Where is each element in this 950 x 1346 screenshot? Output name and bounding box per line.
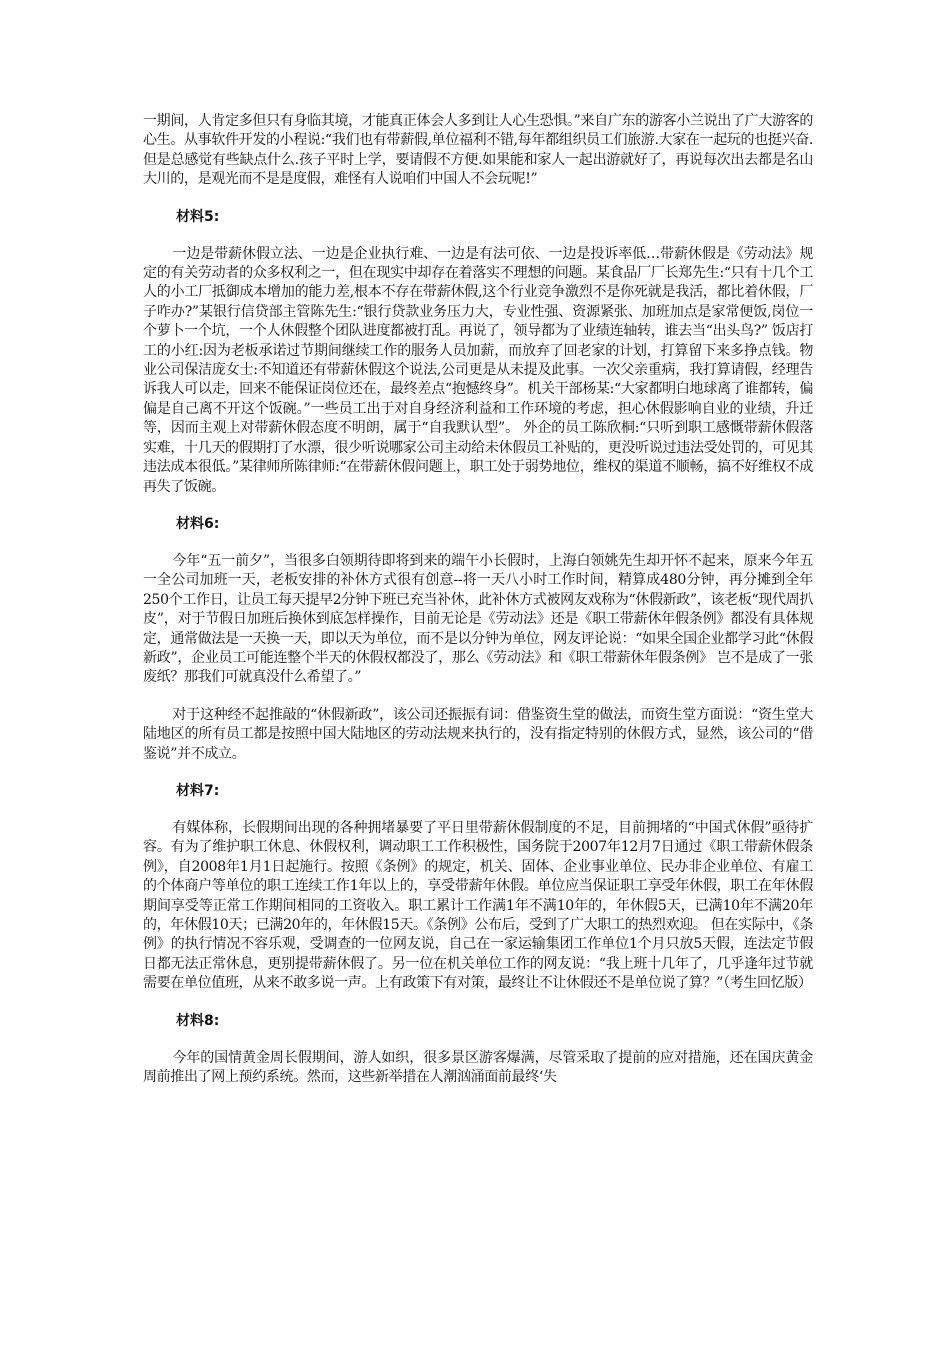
- material-8-paragraph-1: 今年的国情黄金周长假期间，游人如织，很多景区游客爆满，尽管采取了提前的应对措施，还在国庆黄金周前推出了网上预约系统。然而，这些新举措在人潮汹涌面前最终‘失: [143, 1049, 813, 1086]
- document-page: [143, 112, 813, 1087]
- material-6-paragraph-2: 对于这种经不起推敲的“休假新政”，该公司还振振有词：借鉴资生堂的做法，而资生堂方面说：“资生堂大陆地区的所有员工都是按照中国大陆地区的劳动法规来执行的，没有指定特别的休假方式，显然，该公司的“借鉴说”并不成立。: [143, 706, 813, 762]
- section-heading-material-5: 材料5:: [176, 208, 220, 225]
- section-heading-material-7: 材料7:: [176, 782, 220, 799]
- intro-paragraph: 一期间，人肯定多但只有身临其境，才能真正体会人多到让人心生恐惧。”来自广东的游客小兰说出了广大游客的心生。从事软件开发的小程说:“我们也有带薪假,单位福利不错,每年都组织员工们旅游.大家在一起玩的也挺兴奋.但是总感觉有些缺点什么.孩子平时上学，要请假不方便.如果能和家人一起出游就好了，再说每次出去都是名山大川的，是观光而不是是度假，难怪有人说咱们中国人不会玩呢!”: [143, 113, 813, 188]
- material-7-paragraph-1: 有媒体称，长假期间出现的各种拥堵暴要了平日里带薪休假制度的不足，目前拥堵的“中国式休假”亟待扩容。有为了维护职工休息、休假权利，调动职工工作积极性，国务院于2007年12月7日通过《职工带薪休假条例》，自2008年1月1日起施行。按照《条例》的规定，机关、固体、企业事业单位、民办非企业单位、有雇工的个体商户等单位的职工连续工作1年以上的，享受带薪年休假。单位应当保证职工享受年休假，职工在年休假期间享受等正常工作期间相同的工资收入。职工累计工作满1年不满10年的，年休假5天，已满10年不满20年的，年休假10天；已满20年的，年休假15天。《条例》公布后，受到了广大职工的热烈欢迎。 但在实际中，《条例》的执行情况不容乐观，受调查的一位网友说，自己在一家运输集团工作单位1个月只放5天假，连法定节假日都无法正常休息，更别提带薪休假了。另一位在机关单位工作的网友说：“我上班十几年了，几乎逢年过节就需要在单位值班，从来不敢多说一声。上有政策下有对策，最终让不让休假还不是单位说了算？”（考生回忆版）: [143, 819, 813, 992]
- section-heading-material-6: 材料6:: [176, 515, 220, 532]
- material-6-paragraph-1: 今年“五一前夕”，当很多白领期待即将到来的端午小长假时，上海白领姚先生却开怀不起来，原来今年五一全公司加班一天，老板安排的补休方式很有创意--将一天八小时工作时间，精算成480分钟，再分摊到全年250个工作日，让员工每天提早2分钟下班已充当补休，此补休方式被网友戏称为“休假新政”，该老板“现代周扒皮”，对于节假日加班后换休到底怎样操作，目前无论是《劳动法》还是《职工带薪休年假条例》都没有具体规定，通常做法是一天换一天，即以天为单位，而不是以分钟为单位，网友评论说：“如果全国企业都学习此“休假新政”，企业员工可能连整个半天的休假权都没了，那么《劳动法》和《职工带薪休年假条例》 岂不是成了一张废纸？那我们可就真没什么希望了。”: [143, 552, 813, 686]
- material-5-paragraph-1: 一边是带薪休假立法、一边是企业执行难、一边是有法可依、一边是投诉率低…带薪休假是《劳动法》规定的有关劳动者的众多权利之一，但在现实中却存在着落实不理想的问题。某食品厂厂长郑先生:“只有十几个工人的小工厂抵御成本增加的能力差,根本不存在带薪休假,这个行业竞争激烈不是你死就是我活，都比着休假，厂子咋办?”某银行信贷部主管陈先生:“银行贷款业务压力大，专业性强、资源紧张、加班加点是家常便饭,岗位一个萝卜一个坑，一个人休假整个团队进度都被打乱。再说了，领导都为了业绩连轴转，谁去当“出头鸟?” 饭店打工的小红:因为老板承诺过节期间继续工作的服务人员加薪，而放弃了回老家的计划，打算留下来多挣点钱。物业公司保洁庞女士:不知道还有带薪休假这个说法,公司更是从未提及此事。一次父亲重病，我打算请假，经理告诉我人可以走，回来不能保证岗位还在，最终差点“抱憾终身”。机关干部杨某:“大家都明白地球离了谁都转，偏偏是自己离不开这个饭碗。”一些员工出于对自身经济利益和工作环境的考虑，担心休假影响自业的业绩，升迁等，因而主观上对带薪休假态度不明朗，属于“自我默认型”。 外企的员工陈欣桐:“只听到职工感慨带薪休假落实难，十几天的假期打了水漂，很少听说哪家公司主动给未休假员工补贴的，更没听说过违法受处罚的，可见其违法成本很低。”某律师所陈律师:“在带薪休假问题上，职工处于弱势地位，维权的渠道不顺畅，搞不好维权不成再失了饭碗。: [143, 245, 813, 495]
- section-heading-material-8: 材料8:: [176, 1012, 220, 1029]
